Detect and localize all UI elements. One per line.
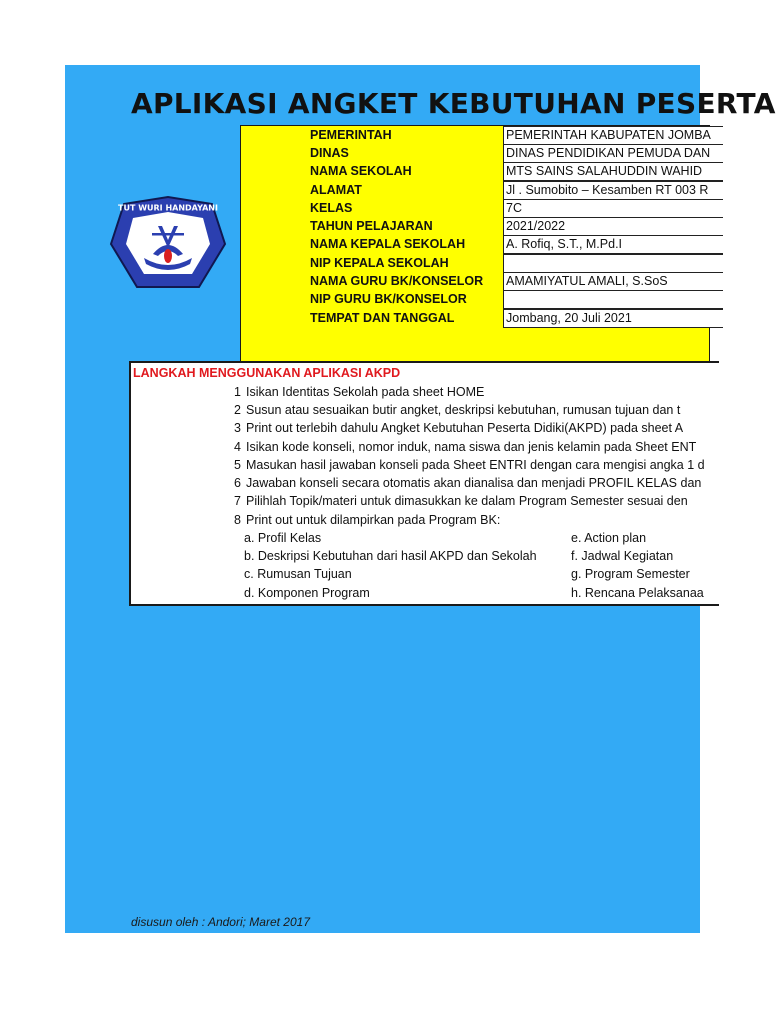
step-text: Isikan Identitas Sekolah pada sheet HOME — [246, 385, 485, 399]
printout-item: b. Deskripsi Kebutuhan dari hasil AKPD dan Sekolah — [244, 549, 537, 563]
identity-row — [241, 181, 709, 199]
identity-label: PEMERINTAH — [310, 128, 392, 142]
identity-value-cell[interactable] — [503, 254, 723, 273]
steps-heading: LANGKAH MENGGUNAKAN APLIKASI AKPD — [133, 366, 401, 380]
identity-label: NAMA KEPALA SEKOLAH — [310, 237, 466, 251]
logo-text: TUT WURI HANDAYANI — [118, 203, 218, 213]
identity-row — [241, 309, 709, 327]
identity-row — [241, 235, 709, 253]
identity-label: TAHUN PELAJARAN — [310, 219, 433, 233]
identity-row — [241, 126, 709, 144]
step-number: 8 — [234, 513, 241, 527]
identity-value-cell[interactable]: MTS SAINS SALAHUDDIN WAHID — [503, 162, 723, 181]
printout-item: d. Komponen Program — [244, 586, 370, 600]
step-number: 2 — [234, 403, 241, 417]
step-number: 1 — [234, 385, 241, 399]
printout-item: a. Profil Kelas — [244, 531, 322, 545]
identity-row — [241, 199, 709, 217]
identity-value-cell[interactable]: A. Rofiq, S.T., M.Pd.I — [503, 235, 723, 254]
step-number: 6 — [234, 476, 241, 490]
step-text: Jawaban konseli secara otomatis akan dianalisa dan menjadi PROFIL KELAS dan — [246, 476, 702, 490]
school-identity-panel — [240, 125, 710, 367]
identity-label: DINAS — [310, 146, 349, 160]
identity-label: TEMPAT DAN TANGGAL — [310, 311, 455, 325]
identity-row — [241, 254, 709, 272]
step-text: Isikan kode konseli, nomor induk, nama siswa dan jenis kelamin pada Sheet ENT — [246, 440, 697, 454]
identity-value-cell[interactable]: 7C — [503, 199, 723, 218]
printout-item: g. Program Semester — [571, 567, 690, 581]
identity-value-cell[interactable]: DINAS PENDIDIKAN PEMUDA DAN — [503, 144, 723, 163]
identity-value-cell[interactable]: PEMERINTAH KABUPATEN JOMBA — [503, 126, 723, 145]
identity-row — [241, 144, 709, 162]
usage-steps-panel — [129, 361, 719, 606]
identity-row — [241, 272, 709, 290]
tut-wuri-handayani-logo — [106, 196, 230, 294]
step-text: Masukan hasil jawaban konseli pada Sheet ENTRI dengan cara mengisi angka 1 d — [246, 458, 705, 472]
printout-item: h. Rencana Pelaksanaa — [571, 586, 704, 600]
identity-row — [241, 217, 709, 235]
author-credit: disusun oleh : Andori; Maret 2017 — [131, 915, 310, 929]
identity-label: NIP GURU BK/KONSELOR — [310, 292, 467, 306]
identity-label: NIP KEPALA SEKOLAH — [310, 256, 449, 270]
identity-value-cell[interactable] — [503, 290, 723, 309]
step-text: Susun atau sesuaikan butir angket, deskripsi kebutuhan, rumusan tujuan dan t — [246, 403, 681, 417]
identity-value-cell[interactable]: Jl . Sumobito – Kesamben RT 003 R — [503, 181, 723, 200]
printout-item: e. Action plan — [571, 531, 647, 545]
identity-row — [241, 290, 709, 308]
printout-item: c. Rumusan Tujuan — [244, 567, 352, 581]
step-number: 7 — [234, 494, 241, 508]
printout-item: f. Jadwal Kegiatan — [571, 549, 674, 563]
identity-row — [241, 162, 709, 180]
page-title: APLIKASI ANGKET KEBUTUHAN PESERTA — [131, 87, 776, 120]
identity-label: KELAS — [310, 201, 353, 215]
step-text: Print out terlebih dahulu Angket Kebutuhan Peserta Didiki(AKPD) pada sheet A — [246, 421, 684, 435]
step-text: Pilihlah Topik/materi untuk dimasukkan ke dalam Program Semester sesuai den — [246, 494, 688, 508]
identity-value-cell[interactable]: AMAMIYATUL AMALI, S.SoS — [503, 272, 723, 291]
spreadsheet-area — [65, 65, 776, 933]
identity-value-cell[interactable]: 2021/2022 — [503, 217, 723, 236]
step-number: 5 — [234, 458, 241, 472]
identity-label: NAMA SEKOLAH — [310, 164, 412, 178]
identity-label: NAMA GURU BK/KONSELOR — [310, 274, 484, 288]
step-text: Print out untuk dilampirkan pada Program BK: — [246, 513, 501, 527]
step-number: 4 — [234, 440, 241, 454]
step-number: 3 — [234, 421, 241, 435]
identity-value-cell[interactable]: Jombang, 20 Juli 2021 — [503, 309, 723, 328]
identity-label: ALAMAT — [310, 183, 362, 197]
